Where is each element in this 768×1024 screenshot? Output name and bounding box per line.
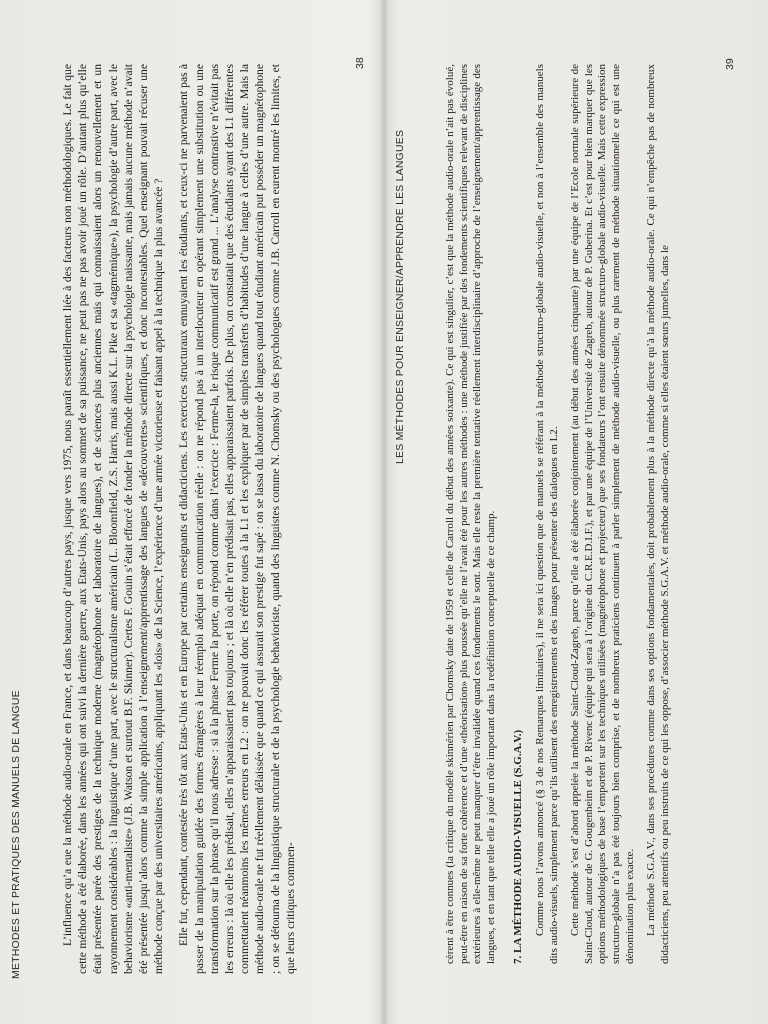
right-running-head: LES MÉTHODES POUR ENSEIGNER/APPRENDRE LES LANGUES [394, 129, 406, 464]
paragraph: Comme nous l’avons annoncé (§ 3 de nos Remarques liminaires), il ne sera ici question que de manuels se référant à la méthode structuro-globale audio-visuelle, et non à l’ensemble des manuels dits audio-visuels, simplement parce qu’ils utilisent des enregistrements et des images pour présenter des dialogues en L2. [533, 64, 560, 964]
right-page-number: 39 [724, 58, 736, 70]
right-page [384, 0, 768, 1024]
paragraph: Elle fut, cependant, contestée très tôt aux Etats-Unis et en Europe par certains enseignants et didacticiens. Les exercices structuraux ennuyaient les étudiants, et ceux-ci ne parvenaient pas à passer de la manipulation guidée des formes étrangères à leur réemploi adéquat en communication réelle : on ne répond pas à un interlocuteur en opérant simplement une substitution ou une transformation sur la phrase qu’il nous adresse : si à la phrase Ferme la porte, on répond comme dans l’exercice : Ferme-la, le risque communicatif est grand ... L’analyse contrastive n’évitait pas les erreurs : là où elle les prédisait, elles n’apparaissaient pas toujours ; et là où elle n’en prédisait pas, elles apparaissaient parfois. De plus, on constatait que des étudiants ayant des L1 différentes commettaient néanmoins les mêmes erreurs en L2 : on ne pouvait donc les référer toutes à la L1 et les expliquer par de simples transferts d’habitudes d’une langue à celles d’une autre. Mais la méthode audio-orale ne fut réellement délaissée que quand ce qui assurait son prestige fut sapé : on se lassa du laboratoire de langues quand tout étudiant américain put posséder un magnétophone ; on se détourna de la linguistique structurale et de la psychologie behavioriste, quand des linguistes comme N. Chomsky ou des psychologues comme J.B. Carroll en eurent montré les limites, et que leurs critiques commen- [177, 64, 297, 974]
paragraph: L’influence qu’a eue la méthode audio-orale en France, et dans beaucoup d’autres pays, jusque vers 1975, nous paraît essentiellement liée à des facteurs non méthodologiques. Le fait que cette méthode a été élaborée, dans les années qui ont suivi la dernière guerre, aux Etats-Unis, pays alors au sommet de sa puissance, ne peut pas ne pas avoir joué un rôle. D’autant plus qu’elle était présentée parée des prestiges de la technique moderne (magnétophone et laboratoire de langues), et de sciences plus anciennes mais qui connaissaient alors un renouvellement et un rayonnement considérables : la linguistique d’une part, avec le structuralisme américain (L. Bloomfield, Z.S. Harris, mais aussi K.L. Pike et sa «tagmémique»), la psychologie d’autre part, avec le behaviorisme «anti-mentaliste» (J.B. Watson et surtout B.F. Skinner). Certes F. Gouin s’était efforcé de fonder la méthode directe sur la psychologie naissante, mais jamais aucune méthode n’avait été présentée jusqu’alors comme la simple application à l’enseignement/apprentissage des langues de «découvertes» scientifiques, et donc incontestables. Quel enseignant pouvait récuser une méthode conçue par des universitaires américains, appliquant les «lois» de la Science, l’expérience d’une armée victorieuse et faisant appel à la technique la plus avancée ? [61, 64, 166, 974]
left-text-block [60, 64, 365, 974]
section-title: 7. LA MÉTHODE AUDIO-VISUELLE (S.G.A.V.) [512, 729, 525, 964]
right-text-block [444, 64, 671, 964]
left-page-number: 38 [354, 57, 366, 69]
left-running-head: METHODES ET PRATIQUES DES MANUELS DE LANGUE [10, 690, 22, 979]
paragraph: cèrent à être connues (la critique du modèle skinnérien par Chomsky date de 1959 et celle de Carroll du début des années soixante). Ce qui est singulier, c’est que la méthode audio-orale n’ait pas évolué, peut-être en raison de sa forte cohérence et d’une «théorisation» plus poussée qu’elle ne l’avait été pour les autres méthodes : une méthode justifiée par des fondements scientifiques relevant de disciplines extérieures à elle-même ne peut manquer d’être invalidée quand ces fondements le sont. Mais elle reste la première tentative réellement interdisciplinaire d’approche de l’enseignement/apprentissage des langues, et en tant que telle elle a joué un rôle important dans la redéfinition conceptuelle de ce champ. [444, 64, 497, 964]
paragraph: La méthode S.G.A.V., dans ses procédures comme dans ses options fondamentales, doit probablement plus à la méthode directe qu’à la méthode audio-orale. Ce qui n’empêche pas de nombreux didacticiens, peu attentifs ou peu instruits de ce qui les oppose, d’associer méthode S.G.A.V. et méthode audio-orale, comme si elles étaient sœurs jumelles, dans le [645, 64, 671, 964]
paragraph: Cette méthode s’est d’abord appelée la méthode Saint-Cloud-Zagreb, parce qu’elle a été élaborée conjointement (au début des années cinquante) par une équipe de l’Ecole normale supérieure de Saint-Cloud, autour de G. Gougenheim et de P. Rivenc (équipe qui sera à l’origine du C.R.E.D.I.F.), et par une équipe de l’Université de Zagreb, autour de P. Guberina. Et c’est pour bien marquer que les options méthodologiques de base l’emportent sur les techniques utilisées (magnétophone et projecteur) que ses fondateurs l’ont ensuite dénommée structuro-globale audio-visuelle. Mais cette expression structuro-globale n’a pas été toujours bien comprise, et de nombreux praticiens continuent à parler simplement de méthode audio-visuelle, ou plus rarement de méthode situationnelle ce qui est une dénomination plus exacte. [569, 64, 636, 964]
